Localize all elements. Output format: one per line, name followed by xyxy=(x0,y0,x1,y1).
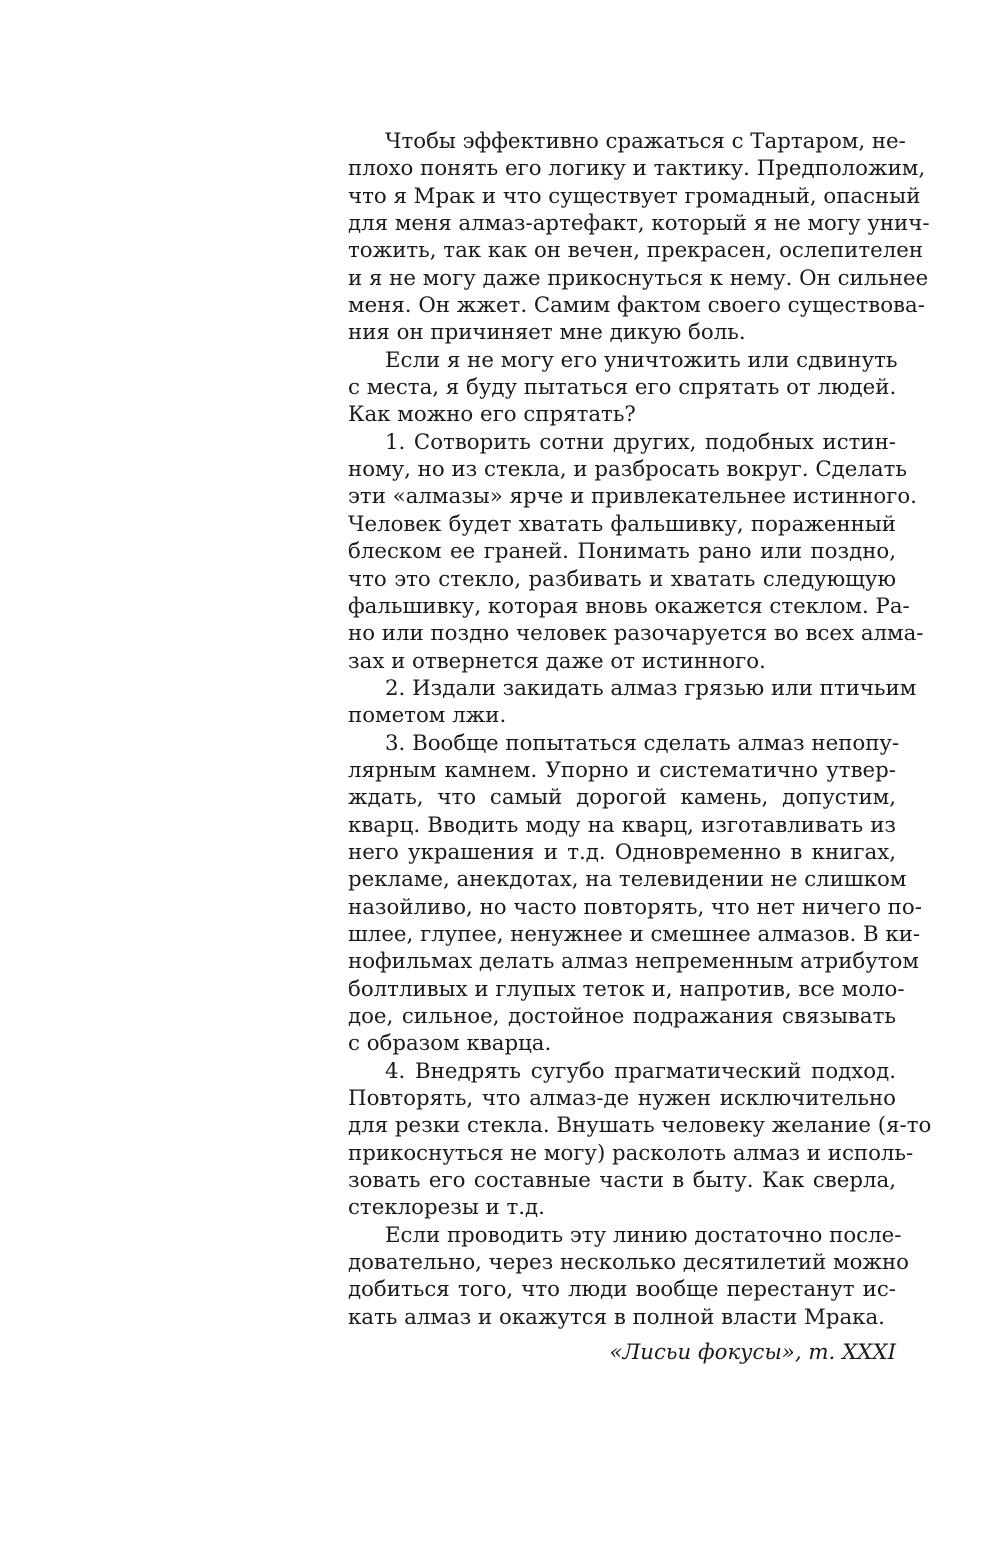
text-line: блеском ее граней. Понимать рано или поздно, xyxy=(348,539,896,565)
text-line: довательно, через несколько десятилетий можно xyxy=(348,1250,909,1276)
text-line: шлее, глупее, ненужнее и смешнее алмазов. В ки- xyxy=(348,921,921,947)
text-line: что это стекло, разбивать и хватать следующую xyxy=(348,566,896,592)
text-line: с места, я буду пытаться его спрятать от людей. xyxy=(348,375,897,401)
text-line: Человек будет хватать фальшивку, пораженный xyxy=(348,511,896,537)
text-line: стеклорезы и т.д. xyxy=(348,1195,545,1221)
book-page-text xyxy=(348,128,932,1366)
text-line: дое, сильное, достойное подражания связывать xyxy=(348,1004,896,1029)
text-line: для меня алмаз-артефакт, который я не могу унич- xyxy=(348,211,930,237)
text-line: тожить, так как он вечен, прекрасен, ослепителен xyxy=(348,238,924,264)
text-line: но или поздно человек разочаруется во всех алма- xyxy=(348,621,924,647)
text-line: прикоснуться не могу) расколоть алмаз и исполь- xyxy=(348,1140,914,1166)
text-line: зах и отвернется даже от истинного. xyxy=(348,648,766,674)
text-line: 1. Сотворить сотни других, подобных истин- xyxy=(385,429,896,455)
text-line: меня. Он жжет. Самим фактом своего существова- xyxy=(348,293,925,319)
text-line: болтливых и глупых теток и, напротив, все моло- xyxy=(348,976,905,1002)
text-line: нофильмах делать алмаз непременным атрибутом xyxy=(348,949,919,975)
text-line: Если я не могу его уничтожить или сдвинуть xyxy=(385,347,898,373)
text-line: лярным камнем. Упорно и систематично утвер- xyxy=(348,757,896,783)
text-line: Как можно его спрятать? xyxy=(348,402,636,428)
text-line: кварц. Вводить моду на кварц, изготавливать из xyxy=(348,812,896,838)
paragraph xyxy=(348,429,924,675)
text-line: зовать его составные части в быту. Как сверла, xyxy=(348,1168,896,1194)
text-line: рекламе, анекдотах, на телевидении не слишком xyxy=(348,867,907,893)
text-line: пометом лжи. xyxy=(348,703,507,729)
text-line: ному, но из стекла, и разбросать вокруг. Сделать xyxy=(348,457,907,483)
paragraph xyxy=(348,128,930,347)
text-line: эти «алмазы» ярче и привлекательнее истинного. xyxy=(348,484,917,510)
paragraph xyxy=(348,347,896,429)
text-line: и я не могу даже прикоснуться к нему. Он сильнее xyxy=(348,265,929,291)
paragraph xyxy=(348,1058,932,1222)
text-line: кать алмаз и окажутся в полной власти Мрака. xyxy=(348,1304,885,1330)
text-line: с образом кварца. xyxy=(348,1031,552,1057)
text-line: добиться того, что люди вообще перестанут ис- xyxy=(348,1277,896,1303)
text-line: 4. Внедрять сугубо прагматический подход. xyxy=(385,1058,896,1084)
paragraph xyxy=(348,730,922,1058)
text-line: фальшивку, которая вновь окажется стеклом. Ра- xyxy=(348,593,910,619)
text-line: Повторять, что алмаз-де нужен исключительно xyxy=(348,1086,896,1112)
paragraph xyxy=(348,1222,909,1331)
text-line: него украшения и т.д. Одновременно в книгах, xyxy=(348,839,896,865)
text-line: Если проводить эту линию достаточно после- xyxy=(385,1222,902,1248)
text-line: ждать, что самый дорогой камень, допустим, xyxy=(348,785,896,811)
text-line: 2. Издали закидать алмаз грязью или птичьим xyxy=(385,675,917,701)
text-line: что я Мрак и что существует громадный, опасный xyxy=(348,183,921,209)
text-line: Чтобы эффективно сражаться с Тартаром, не- xyxy=(385,129,906,154)
text-line: 3. Вообще попытаться сделать алмаз непопу- xyxy=(385,730,900,756)
text-line: ния он причиняет мне дикую боль. xyxy=(348,320,746,346)
text-line: назойливо, но часто повторять, что нет ничего по- xyxy=(348,894,922,920)
text-line: для резки стекла. Внушать человеку желание (я-то xyxy=(348,1113,932,1139)
paragraph xyxy=(348,675,917,730)
text-line: плохо понять его логику и тактику. Предположим, xyxy=(348,156,926,182)
attribution: «Лисьи фокусы», т. XXXI xyxy=(609,1340,896,1366)
